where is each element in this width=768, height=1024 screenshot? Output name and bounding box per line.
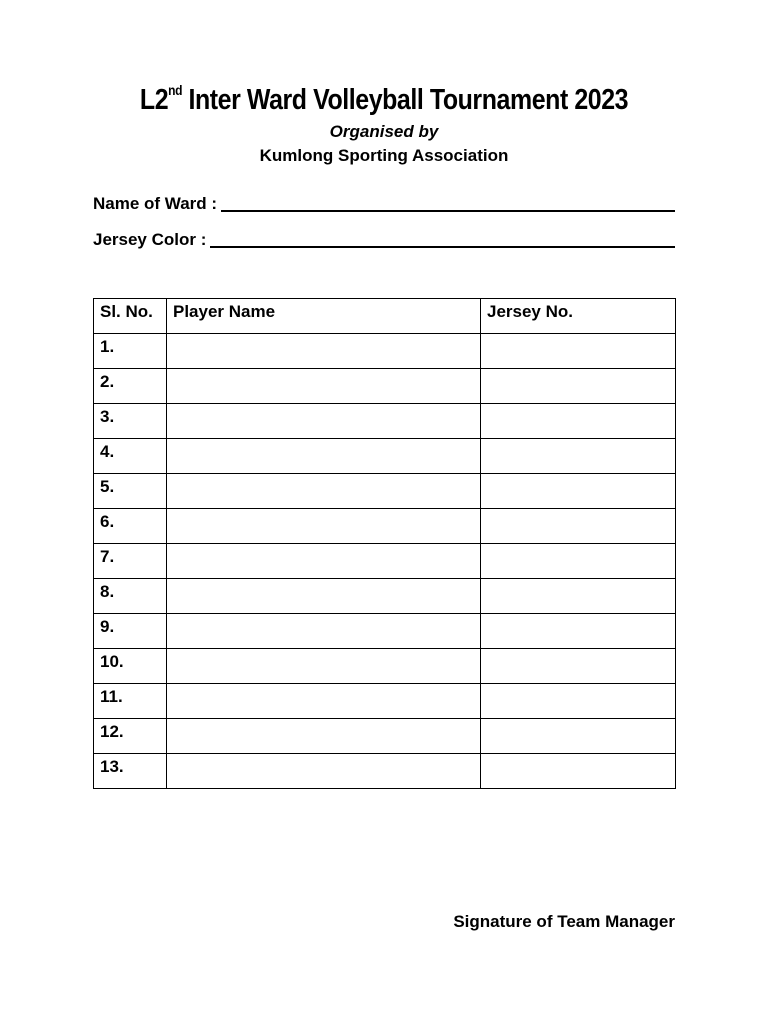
jersey-no-cell[interactable] — [481, 614, 676, 649]
table-row — [94, 509, 676, 544]
table-row — [94, 544, 676, 579]
sl-no-cell: 3. — [94, 404, 167, 439]
player-name-cell[interactable] — [167, 404, 481, 439]
player-roster-table — [93, 298, 676, 789]
player-name-cell[interactable] — [167, 649, 481, 684]
title-main: Inter Ward Volleyball Tournament 2023 — [181, 84, 629, 116]
sl-no-cell: 11. — [94, 684, 167, 719]
player-name-cell[interactable] — [167, 474, 481, 509]
table-row — [94, 614, 676, 649]
header-jersey-no: Jersey No. — [481, 299, 676, 334]
jersey-color-label: Jersey Color : — [93, 230, 207, 249]
player-name-cell[interactable] — [167, 509, 481, 544]
jersey-no-cell[interactable] — [481, 334, 676, 369]
header-player-name: Player Name — [167, 299, 481, 334]
header-sl-no: Sl. No. — [94, 299, 167, 334]
title-superscript: nd — [168, 82, 182, 98]
jersey-color-blank-line[interactable] — [210, 232, 675, 248]
jersey-no-cell[interactable] — [481, 579, 676, 614]
table-row — [94, 369, 676, 404]
organised-by-label: Organised by — [329, 122, 439, 141]
jersey-no-cell[interactable] — [481, 474, 676, 509]
jersey-no-cell[interactable] — [481, 369, 676, 404]
player-name-cell[interactable] — [167, 754, 481, 789]
player-name-cell[interactable] — [167, 719, 481, 754]
jersey-color-field — [93, 230, 675, 250]
player-name-cell[interactable] — [167, 334, 481, 369]
sl-no-cell: 13. — [94, 754, 167, 789]
jersey-no-cell[interactable] — [481, 439, 676, 474]
association-name: Kumlong Sporting Association — [259, 146, 509, 165]
sl-no-cell: 7. — [94, 544, 167, 579]
player-name-cell[interactable] — [167, 684, 481, 719]
sl-no-cell: 1. — [94, 334, 167, 369]
team-manager-signature-label: Signature of Team Manager — [453, 912, 675, 931]
ward-blank-line[interactable] — [221, 196, 675, 212]
table-header-row — [94, 299, 676, 334]
sl-no-cell: 2. — [94, 369, 167, 404]
table-row — [94, 334, 676, 369]
sl-no-cell: 12. — [94, 719, 167, 754]
table-row — [94, 474, 676, 509]
jersey-no-cell[interactable] — [481, 544, 676, 579]
sl-no-cell: 5. — [94, 474, 167, 509]
table-row — [94, 404, 676, 439]
table-row — [94, 439, 676, 474]
player-name-cell[interactable] — [167, 439, 481, 474]
sl-no-cell: 8. — [94, 579, 167, 614]
player-name-cell[interactable] — [167, 369, 481, 404]
table-row — [94, 719, 676, 754]
jersey-no-cell[interactable] — [481, 684, 676, 719]
sl-no-cell: 10. — [94, 649, 167, 684]
table-row — [94, 754, 676, 789]
sl-no-cell: 6. — [94, 509, 167, 544]
player-name-cell[interactable] — [167, 614, 481, 649]
jersey-no-cell[interactable] — [481, 649, 676, 684]
sl-no-cell: 9. — [94, 614, 167, 649]
table-row — [94, 579, 676, 614]
title-prefix: L2 — [139, 84, 169, 116]
player-name-cell[interactable] — [167, 579, 481, 614]
player-name-cell[interactable] — [167, 544, 481, 579]
jersey-no-cell[interactable] — [481, 509, 676, 544]
ward-label: Name of Ward : — [93, 194, 218, 213]
jersey-no-cell[interactable] — [481, 754, 676, 789]
document-title — [54, 84, 714, 117]
sl-no-cell: 4. — [94, 439, 167, 474]
jersey-no-cell[interactable] — [481, 404, 676, 439]
jersey-no-cell[interactable] — [481, 719, 676, 754]
ward-field — [93, 194, 675, 214]
table-row — [94, 649, 676, 684]
table-row — [94, 684, 676, 719]
